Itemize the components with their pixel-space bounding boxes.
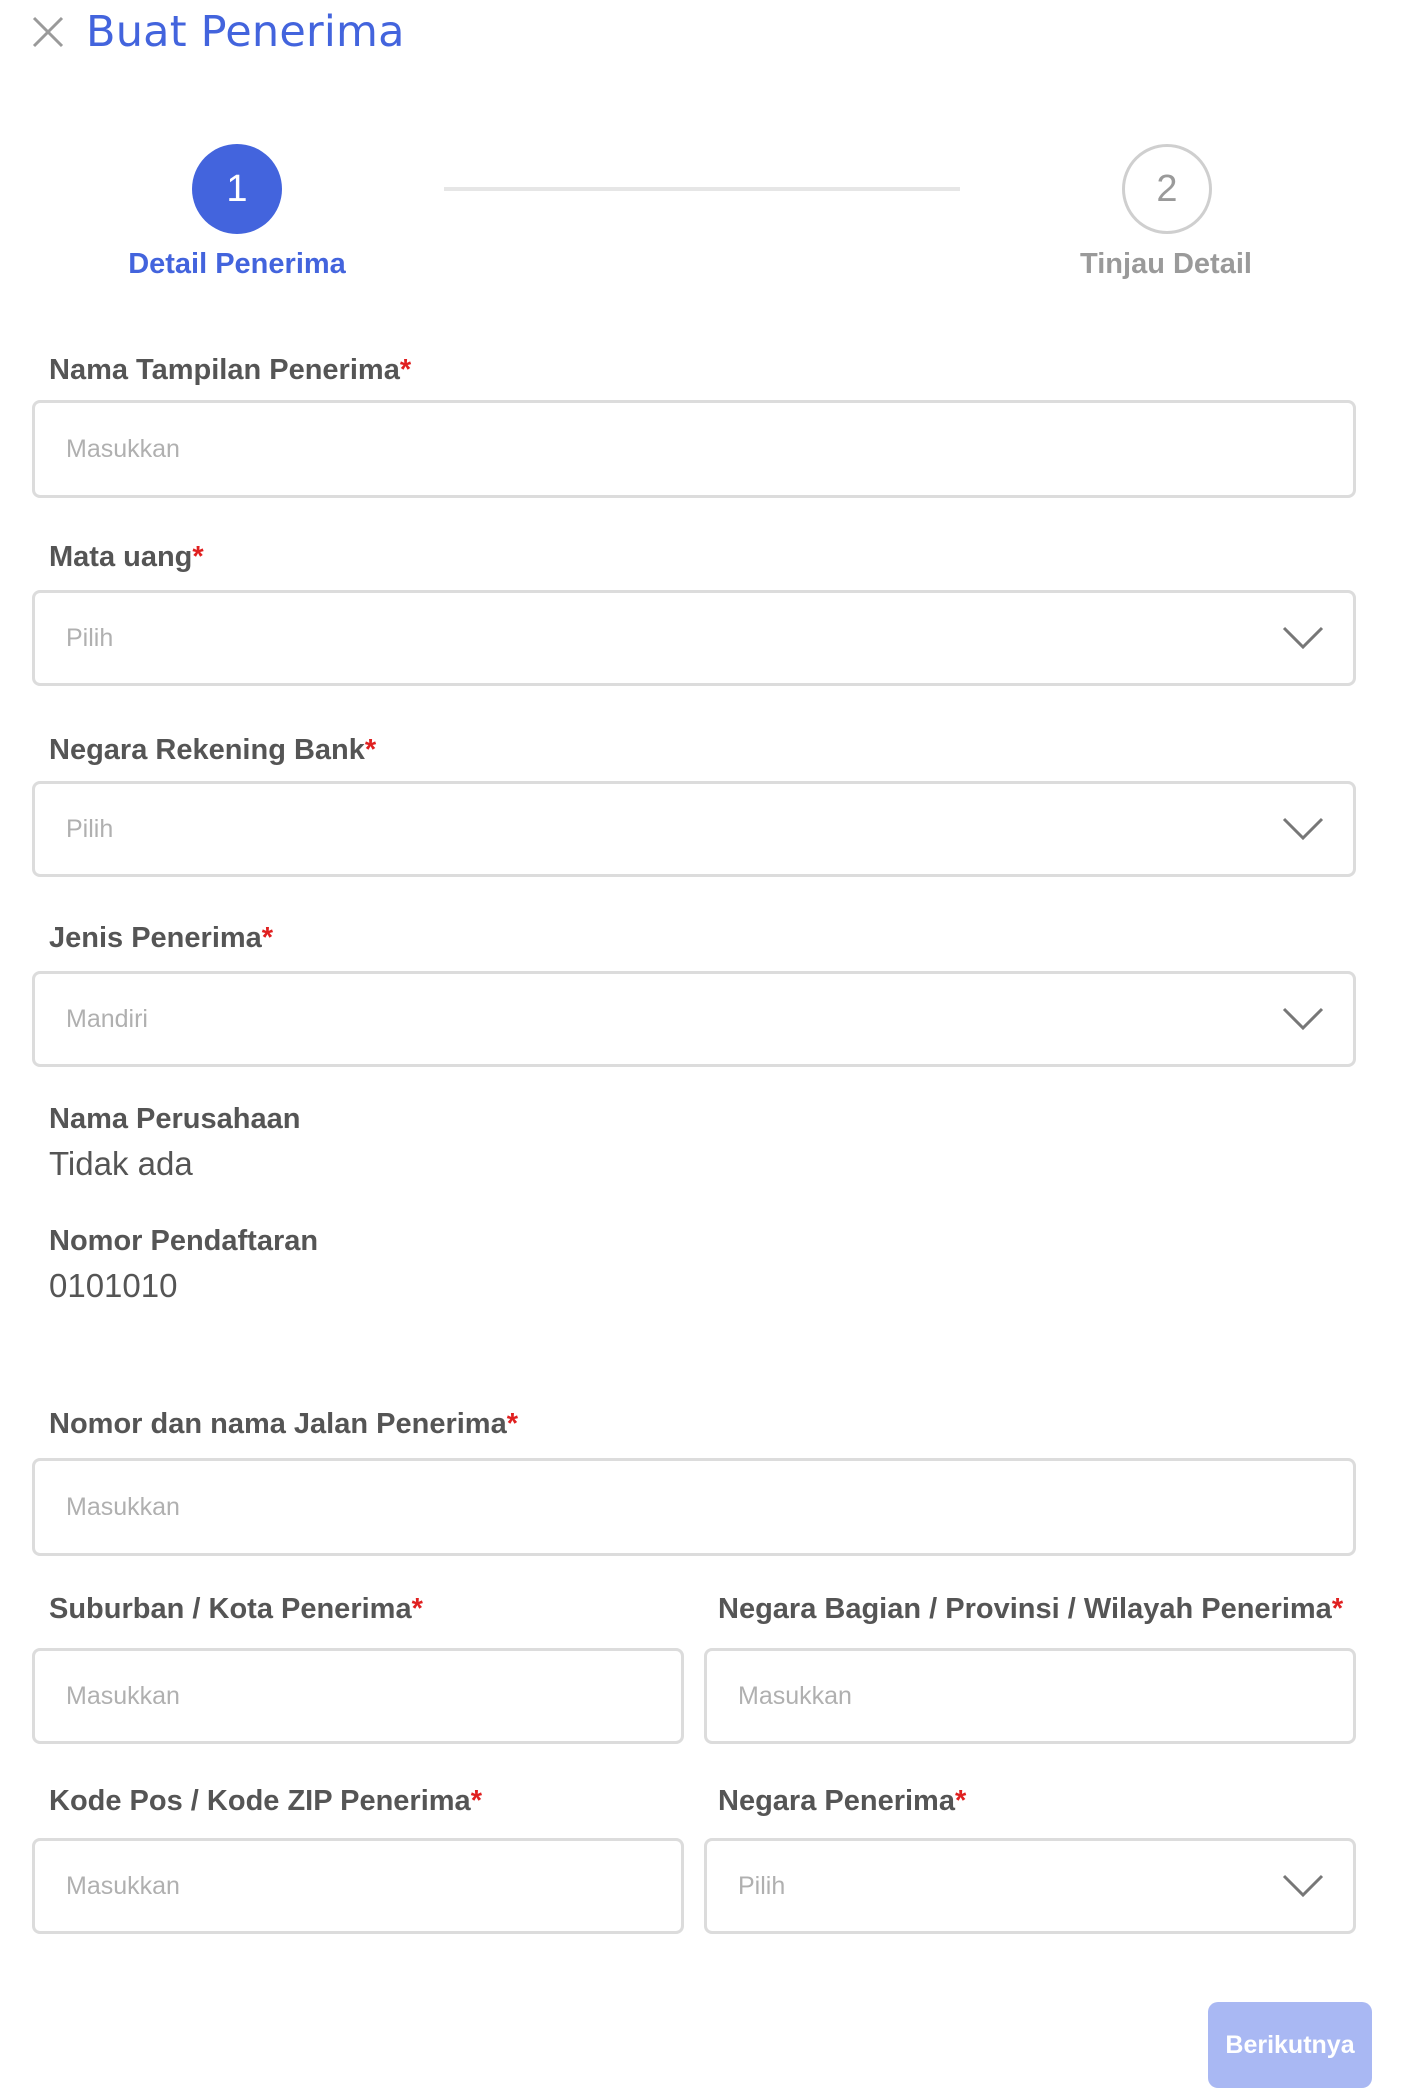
display-name-input[interactable] <box>66 435 1353 464</box>
currency-select-value: Pilih <box>66 623 114 652</box>
display-name-field[interactable] <box>32 400 1356 498</box>
required-marker: * <box>399 354 412 386</box>
state-label: Negara Bagian / Provinsi / Wilayah Penerima* <box>718 1593 1344 1625</box>
required-marker: * <box>954 1785 967 1817</box>
stepper <box>0 142 1406 292</box>
chevron-down-icon <box>1281 816 1325 842</box>
bank-country-select-value: Pilih <box>66 814 114 843</box>
required-marker: * <box>364 734 377 766</box>
display-name-label: Nama Tampilan Penerima* <box>49 354 412 386</box>
step-1-label: Detail Penerima <box>128 248 346 280</box>
street-field[interactable] <box>32 1458 1356 1556</box>
currency-label: Mata uang* <box>49 541 204 573</box>
step-2-indicator: 2 <box>1122 144 1212 234</box>
required-marker: * <box>506 1408 519 1440</box>
close-button[interactable] <box>28 12 68 52</box>
required-marker: * <box>411 1593 423 1625</box>
city-input[interactable] <box>66 1682 681 1711</box>
chevron-down-icon <box>1281 625 1325 651</box>
step-2-label: Tinjau Detail <box>1080 248 1252 280</box>
street-input[interactable] <box>66 1493 1353 1522</box>
postcode-input[interactable] <box>66 1872 681 1901</box>
street-label: Nomor dan nama Jalan Penerima* <box>49 1408 519 1440</box>
state-input[interactable] <box>738 1682 1353 1711</box>
chevron-down-icon <box>1281 1006 1325 1032</box>
chevron-down-icon <box>1281 1873 1325 1899</box>
close-icon <box>30 14 66 50</box>
currency-select[interactable] <box>32 590 1356 686</box>
recipient-type-label: Jenis Penerima* <box>49 922 274 954</box>
next-button[interactable]: Berikutnya <box>1208 2002 1372 2088</box>
required-marker: * <box>192 541 204 573</box>
step-connector <box>444 187 960 191</box>
country-select[interactable] <box>704 1838 1356 1934</box>
city-label: Suburban / Kota Penerima* <box>49 1593 423 1625</box>
recipient-type-select-value: Mandiri <box>66 1004 148 1033</box>
state-field[interactable] <box>704 1648 1356 1744</box>
step-1-indicator: 1 <box>192 144 282 234</box>
company-name-value: Tidak ada <box>49 1145 193 1182</box>
company-name-label: Nama Perusahaan <box>49 1103 301 1135</box>
bank-country-label: Negara Rekening Bank* <box>49 734 377 766</box>
country-select-value: Pilih <box>738 1871 786 1900</box>
registration-number-label: Nomor Pendaftaran <box>49 1225 319 1257</box>
city-field[interactable] <box>32 1648 684 1744</box>
recipient-type-select[interactable] <box>32 971 1356 1067</box>
required-marker: * <box>470 1785 482 1817</box>
postcode-label: Kode Pos / Kode ZIP Penerima* <box>49 1785 482 1817</box>
page-header <box>28 6 405 58</box>
required-marker: * <box>1331 1593 1344 1625</box>
postcode-field[interactable] <box>32 1838 684 1934</box>
required-marker: * <box>261 922 274 954</box>
page-title: Buat Penerima <box>86 7 405 57</box>
country-label: Negara Penerima* <box>718 1785 967 1817</box>
registration-number-value: 0101010 <box>49 1267 178 1304</box>
bank-country-select[interactable] <box>32 781 1356 877</box>
